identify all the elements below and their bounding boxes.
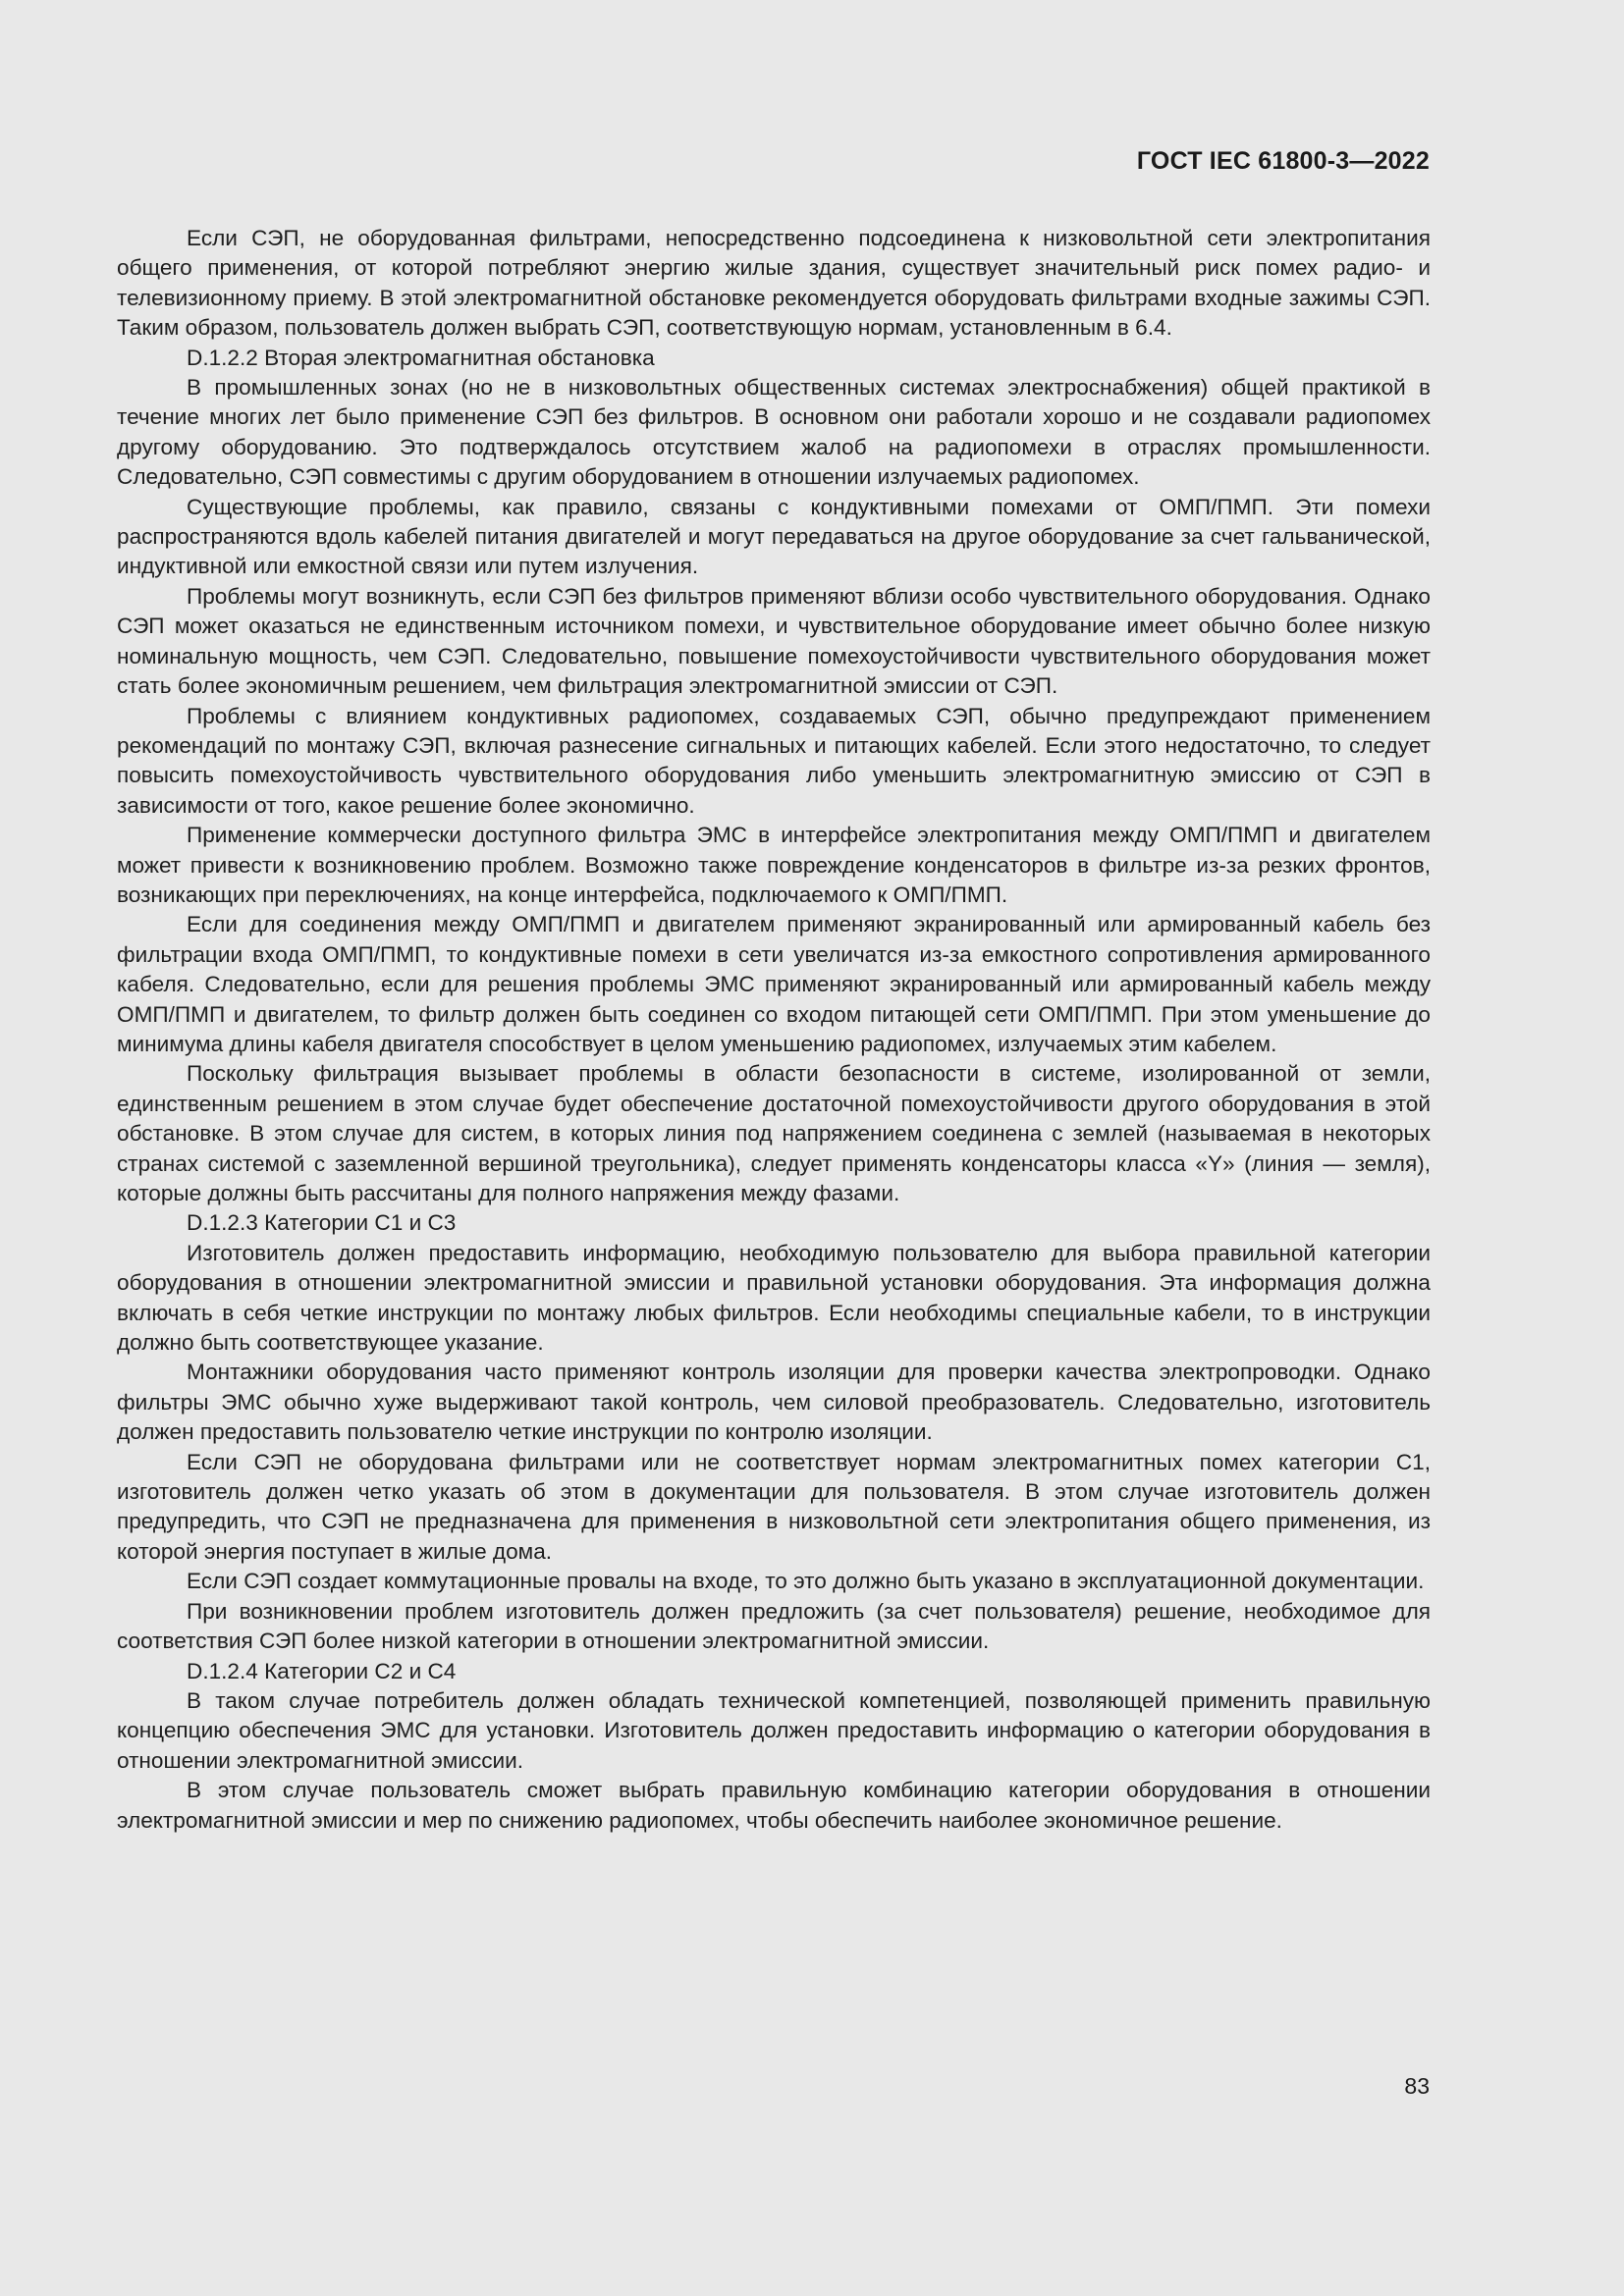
paragraph: В таком случае потребитель должен обладать технической компетенцией, позволяющей применить правильную концепцию обеспечения ЭМС для установки. Изготовитель должен предоставить информацию о категории оборудования в отношении электромагнитной эмиссии. xyxy=(117,1687,1431,1773)
paragraph: В этом случае пользователь сможет выбрать правильную комбинацию категории оборудования в отношении электромагнитной эмиссии и мер по снижению радиопомех, чтобы обеспечить наиболее экономичное решение. xyxy=(117,1778,1431,1833)
paragraph: Если СЭП создает коммутационные провалы на входе, то это должно быть указано в эксплуатационной документации. xyxy=(187,1569,1425,1594)
paragraph: Монтажники оборудования часто применяют контроль изоляции для проверки качества электропроводки. Однако фильтры ЭМС обычно хуже выдерживают такой контроль, чем силовой преобразователь. Следовательно, изготовитель должен предоставить пользователю четкие инструкции по контролю изоляции. xyxy=(117,1360,1431,1445)
section-heading: D.1.2.4 Категории С2 и С4 xyxy=(187,1658,457,1683)
section-heading: D.1.2.2 Вторая электромагнитная обстановка xyxy=(187,345,655,370)
page-number: 83 xyxy=(1404,2073,1430,2099)
paragraph: Если СЭП не оборудована фильтрами или не соответствует нормам электромагнитных помех категории С1, изготовитель должен четко указать об этом в документации для пользователя. В этом случае изготовитель должен предупредить, что СЭП не предназначена для применения в низковольтной сети электропитания общего применения, из которой энергия поступает в жилые дома. xyxy=(117,1449,1431,1564)
paragraph: Поскольку фильтрация вызывает проблемы в области безопасности в системе, изолированной от земли, единственным решением в этом случае будет обеспечение достаточной помехоустойчивости другого оборудования в этой обстановке. В этом случае для систем, в которых линия под напряжением соединена с землей (называемая в некоторых странах системой с заземленной вершиной треугольника), следует применять конденсаторы класса «Y» (линия — земля), которые должны быть рассчитаны для полного напряжения между фазами. xyxy=(117,1061,1431,1205)
paragraph: В промышленных зонах (но не в низковольтных общественных системах электроснабжения) общей практикой в течение многих лет было применение СЭП без фильтров. В основном они работали хорошо и не создавали радиопомех другому оборудованию. Это подтверждалось отсутствием жалоб на радиопомехи в отраслях промышленности. Следовательно, СЭП совместимы с другим оборудованием в отношении излучаемых радиопомех. xyxy=(117,375,1431,490)
paragraph: Проблемы могут возникнуть, если СЭП без фильтров применяют вблизи особо чувствительного оборудования. Однако СЭП может оказаться не единственным источником помехи, и чувствительное оборудование имеет обычно более низкую номинальную мощность, чем СЭП. Следовательно, повышение помехоустойчивости чувствительного оборудования может стать более экономичным решением, чем фильтрация электромагнитной эмиссии от СЭП. xyxy=(117,583,1431,699)
paragraph: Применение коммерчески доступного фильтра ЭМС в интерфейсе электропитания между ОМП/ПМП и двигателем может привести к возникновению проблем. Возможно также повреждение конденсаторов в фильтре из-за резких фронтов, возникающих при переключениях, на конце интерфейса, подключаемого к ОМП/ПМП. xyxy=(117,823,1431,907)
paragraph: Проблемы с влиянием кондуктивных радиопомех, создаваемых СЭП, обычно предупреждают применением рекомендаций по монтажу СЭП, включая разнесение сигнальных и питающих кабелей. Если этого недостаточно, то следует повысить помехоустойчивость чувствительного оборудования либо уменьшить электромагнитную эмиссию от СЭП в зависимости от того, какое решение более экономично. xyxy=(117,703,1431,818)
document-header: ГОСТ IEC 61800-3—2022 xyxy=(1136,147,1430,175)
section-heading: D.1.2.3 Категории С1 и С3 xyxy=(187,1210,457,1236)
document-body xyxy=(117,224,1431,1836)
paragraph: Существующие проблемы, как правило, связаны с кондуктивными помехами от ОМП/ПМП. Эти помехи распространяются вдоль кабелей питания двигателей и могут передаваться на другое оборудование за счет гальванической, индуктивной или емкостной связи или путем излучения. xyxy=(117,494,1431,579)
paragraph: Изготовитель должен предоставить информацию, необходимую пользователю для выбора правильной категории оборудования в отношении электромагнитной эмиссии и правильной установки оборудования. Эта информация должна включать в себя четкие инструкции по монтажу любых фильтров. Если необходимы специальные кабели, то в инструкции должно быть соответствующее указание. xyxy=(117,1240,1431,1356)
paragraph: При возникновении проблем изготовитель должен предложить (за счет пользователя) решение, необходимое для соответствия СЭП более низкой категории в отношении электромагнитной эмиссии. xyxy=(117,1598,1431,1654)
paragraph: Если СЭП, не оборудованная фильтрами, непосредственно подсоединена к низковольтной сети электропитания общего применения, от которой потребляют энергию жилые здания, существует значительный риск помех радио- и телевизионному приему. В этой электромагнитной обстановке рекомендуется оборудовать фильтрами входные зажимы СЭП. Таким образом, пользователь должен выбрать СЭП, соответствующую нормам, установленным в 6.4. xyxy=(117,226,1431,341)
paragraph: Если для соединения между ОМП/ПМП и двигателем применяют экранированный или армированный кабель без фильтрации входа ОМП/ПМП, то кондуктивные помехи в сети увеличатся из-за емкостного сопротивления армированного кабеля. Следовательно, если для решения проблемы ЭМС применяют экранированный или армированный кабель между ОМП/ПМП и двигателем, то фильтр должен быть соединен со входом питающей сети ОМП/ПМП. При этом уменьшение до минимума длины кабеля двигателя способствует в целом уменьшению радиопомех, излучаемых этим кабелем. xyxy=(117,912,1431,1056)
